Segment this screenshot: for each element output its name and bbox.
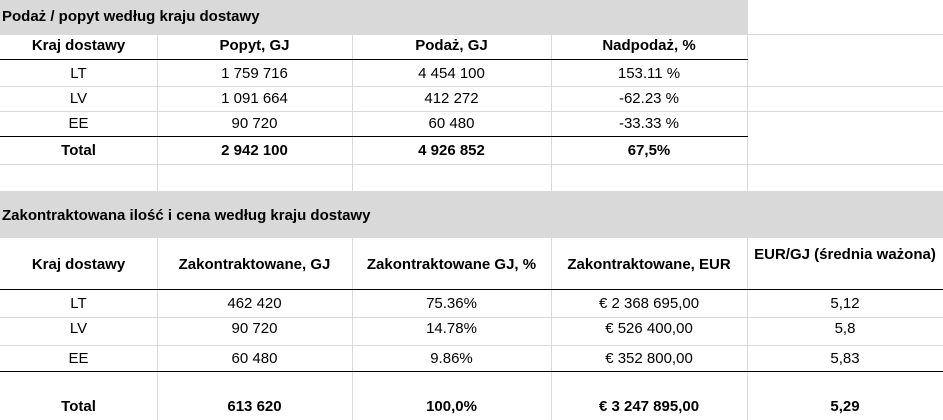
table2-header-contracted-eur: Zakontraktowane, EUR <box>567 256 731 273</box>
table2-header-contracted-gj: Zakontraktowane, GJ <box>178 256 331 273</box>
table1-cell: 1 759 716 <box>221 65 288 82</box>
grid-row-line <box>0 86 943 87</box>
table2-header-rule <box>0 289 943 290</box>
table1-total-cell: 2 942 100 <box>221 142 288 159</box>
grid-row-line <box>0 237 943 238</box>
table1-total-rule <box>0 136 748 137</box>
table2-cell: € 526 400,00 <box>605 320 693 337</box>
table2-total-cell: 613 620 <box>227 398 282 415</box>
table1-header-supply: Podaż, GJ <box>415 37 488 54</box>
table2-total-rule <box>0 371 943 372</box>
table2-header-country: Kraj dostawy <box>31 256 126 273</box>
table1-cell: 153.11 % <box>617 65 681 82</box>
table1-header-rule <box>0 59 748 60</box>
grid-row-line <box>0 317 943 318</box>
table2-total-cell: 100,0% <box>426 398 477 415</box>
table2-cell: 60 480 <box>231 350 278 367</box>
table1-cell: LT <box>70 65 87 82</box>
grid-row-line <box>0 111 943 112</box>
table1-total-cell: 4 926 852 <box>418 142 485 159</box>
table2-total-cell: € 3 247 895,00 <box>598 398 700 415</box>
table2-cell: € 2 368 695,00 <box>598 295 700 312</box>
table2-cell: 5,8 <box>834 320 856 337</box>
table2-cell: 75.36% <box>426 295 477 312</box>
table2-cell: 90 720 <box>231 320 278 337</box>
table1-cell: 90 720 <box>231 115 278 132</box>
table2-header-contracted-pct: Zakontraktowane GJ, % <box>366 256 537 273</box>
table1-total-cell: Total <box>61 142 96 159</box>
table2-total-cell: Total <box>61 398 96 415</box>
table1-header-oversupply: Nadpodaż, % <box>602 37 696 54</box>
grid-row-line <box>0 164 943 165</box>
table1-header-country: Kraj dostawy <box>31 37 126 54</box>
table1-cell: EE <box>68 115 89 132</box>
table2-header-eur-per-gj: EUR/GJ (średnia ważona) <box>754 246 936 263</box>
table2-cell: 14.78% <box>426 320 477 337</box>
table1-cell: -33.33 % <box>618 115 680 132</box>
table2-cell: € 352 800,00 <box>605 350 693 367</box>
table1-cell: 1 091 664 <box>221 90 288 107</box>
table1-title: Podaż / popyt według kraju dostawy <box>2 8 260 25</box>
grid-row-line <box>0 34 943 35</box>
table2-cell: 9.86% <box>430 350 473 367</box>
table1-cell: -62.23 % <box>618 90 680 107</box>
table2-cell: LT <box>70 295 87 312</box>
table2-cell: LV <box>69 320 88 337</box>
table2-cell: 5,12 <box>830 295 860 312</box>
table2-cell: 462 420 <box>227 295 282 312</box>
table1-cell: 60 480 <box>428 115 475 132</box>
table2-cell: EE <box>68 350 89 367</box>
table1-cell: 4 454 100 <box>418 65 485 82</box>
table1-cell: 412 272 <box>424 90 479 107</box>
table2-cell: 5,83 <box>830 350 860 367</box>
grid-row-line <box>0 345 943 346</box>
table2-total-cell: 5,29 <box>830 398 860 415</box>
table1-total-cell: 67,5% <box>627 142 671 159</box>
table1-cell: LV <box>69 90 88 107</box>
table1-header-demand: Popyt, GJ <box>219 37 290 54</box>
table2-title: Zakontraktowana ilość i cena według kraju dostawy <box>2 207 371 224</box>
